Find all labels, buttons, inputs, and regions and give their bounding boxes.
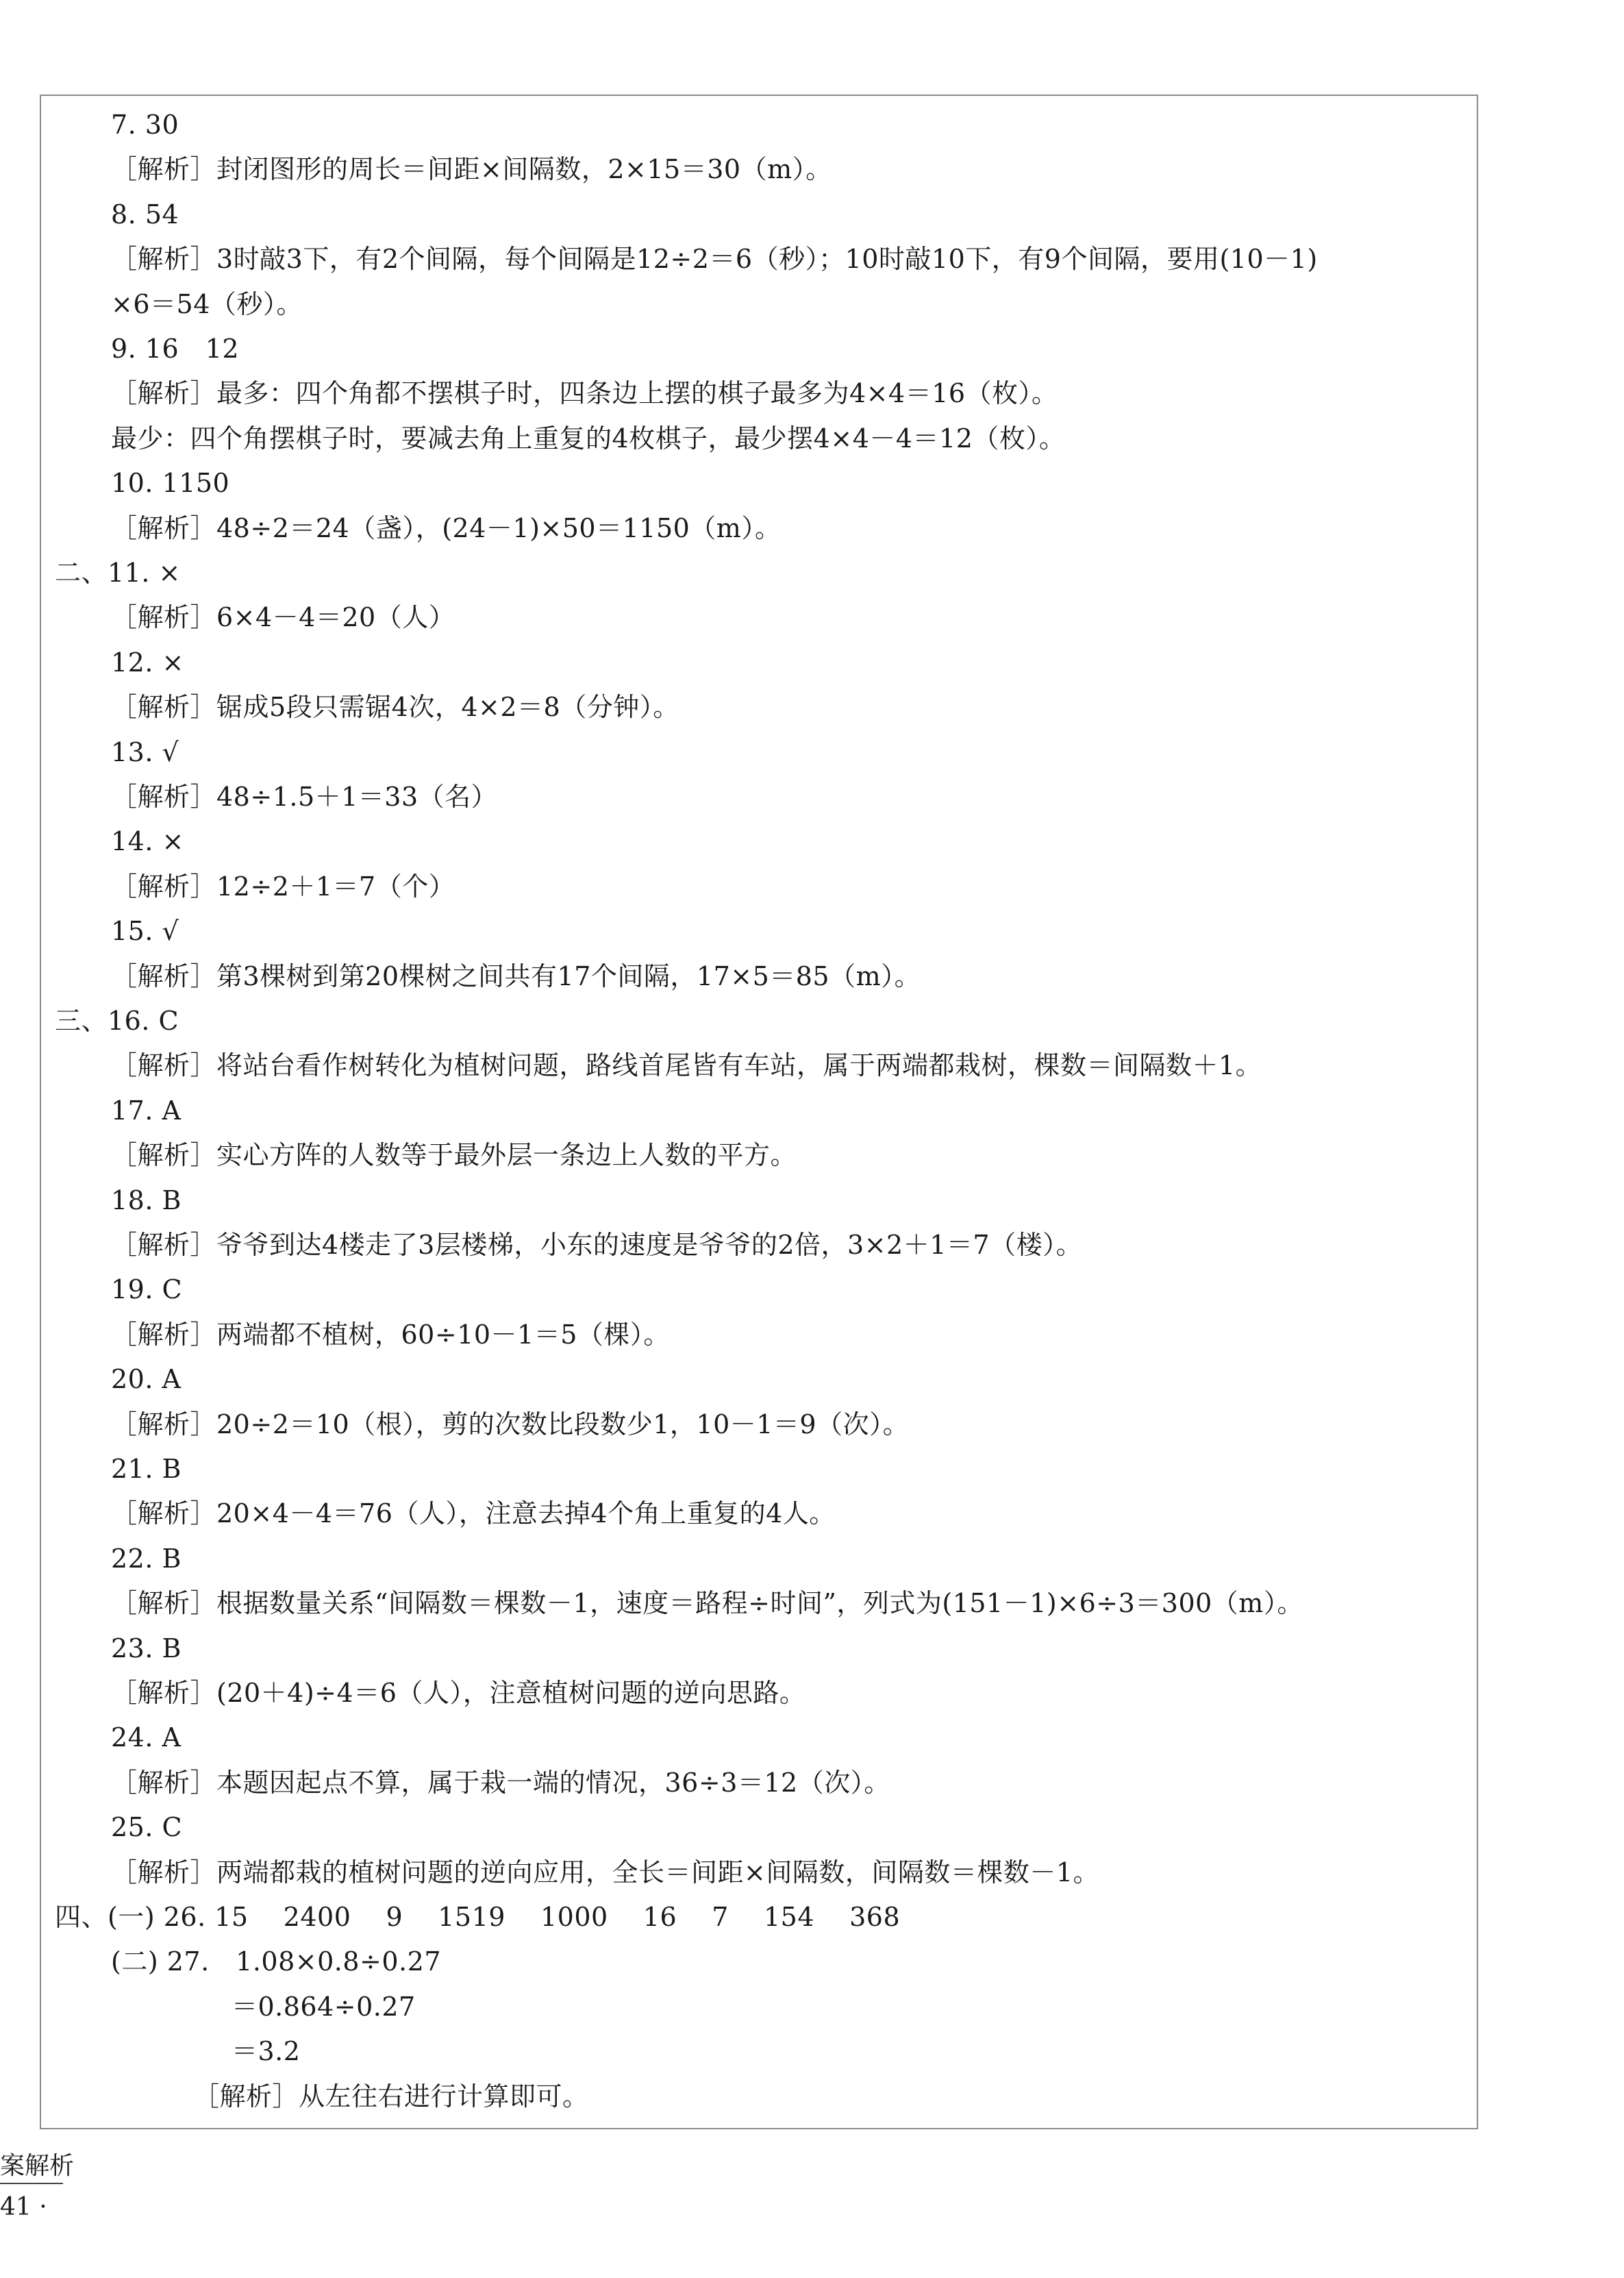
answer-line: ＝3.2: [232, 2036, 301, 2066]
answer-line: 21. B: [111, 1454, 182, 1484]
footer-label: 案解析: [0, 2152, 75, 2180]
answer-line: 最少：四个角摆棋子时，要减去角上重复的4枚棋子，最少摆4×4－4＝12（枚）。: [111, 423, 1066, 454]
answer-line: ［解析］从左往右进行计算即可。: [193, 2081, 589, 2112]
answer-line: (二) 27. 1.08×0.8÷0.27: [111, 1946, 441, 1977]
page-number: 41 ·: [0, 2193, 47, 2221]
answer-line: ［解析］第3棵树到第20棵树之间共有17个间隔，17×5＝85（m）。: [111, 961, 921, 991]
answer-line: ［解析］本题因起点不算，属于栽一端的情况，36÷3＝12（次）。: [111, 1768, 890, 1798]
answer-line: ［解析］最多：四个角都不摆棋子时，四条边上摆的棋子最多为4×4＝16（枚）。: [111, 378, 1058, 408]
answer-line: 13. √: [111, 737, 179, 767]
answer-line: 23. B: [111, 1633, 182, 1663]
answer-line: 22. B: [111, 1544, 182, 1574]
answer-line: ＝0.864÷0.27: [232, 1992, 416, 2022]
answer-line: ［解析］48÷2＝24（盏），(24－1)×50＝1150（m）。: [111, 513, 782, 543]
answer-line: ［解析］将站台看作树转化为植树问题，路线首尾皆有车站，属于两端都栽树，棵数＝间隔数＋1。: [111, 1050, 1262, 1080]
answer-line: ［解析］爷爷到达4楼走了3层楼梯，小东的速度是爷爷的2倍，3×2＋1＝7（楼）。: [111, 1230, 1083, 1260]
answer-line: ［解析］20×4－4＝76（人），注意去掉4个角上重复的4人。: [111, 1498, 836, 1528]
answer-line: 7. 30: [111, 110, 179, 140]
answer-line: 三、16. C: [55, 1006, 179, 1036]
answer-line: 四、(一) 26. 15 2400 9 1519 1000 16 7 154 368: [55, 1902, 901, 1932]
answer-line: 二、11. ×: [55, 558, 181, 588]
answer-line: 25. C: [111, 1812, 183, 1842]
footer-rule: [0, 2183, 63, 2184]
answer-line: ［解析］3时敲3下，有2个间隔，每个间隔是12÷2＝6（秒）；10时敲10下，有9个间隔，要用(10－1): [111, 244, 1318, 274]
answer-line: 24. A: [111, 1722, 182, 1753]
answer-line: ×6＝54（秒）。: [111, 289, 303, 319]
answer-line: 15. √: [111, 916, 179, 946]
answer-line: ［解析］封闭图形的周长＝间距×间隔数，2×15＝30（m）。: [111, 154, 832, 184]
answer-line: 12. ×: [111, 647, 184, 678]
answer-line: 9. 16 12: [111, 334, 240, 364]
answer-line: 8. 54: [111, 199, 179, 230]
answer-line: 17. A: [111, 1095, 182, 1126]
answer-line: 10. 1150: [111, 468, 230, 498]
answer-line: 14. ×: [111, 826, 184, 856]
answer-line: ［解析］两端都不植树，60÷10－1＝5（棵）。: [111, 1320, 670, 1350]
answer-line: 19. C: [111, 1274, 183, 1304]
answer-line: 18. B: [111, 1185, 182, 1215]
answer-line: ［解析］两端都栽的植树问题的逆向应用，全长＝间距×间隔数，间隔数＝棵数－1。: [111, 1857, 1100, 1887]
answer-line: ［解析］6×4－4＝20（人）: [111, 602, 455, 632]
answer-line: ［解析］锯成5段只需锯4次，4×2＝8（分钟）。: [111, 692, 679, 722]
answer-line: ［解析］48÷1.5＋1＝33（名）: [111, 782, 498, 812]
answer-line: ［解析］根据数量关系“间隔数＝棵数－1，速度＝路程÷时间”，列式为(151－1)×6÷3＝300（m）。: [111, 1588, 1303, 1618]
answer-line: ［解析］(20＋4)÷4＝6（人），注意植树问题的逆向思路。: [111, 1678, 806, 1708]
answer-line: ［解析］20÷2＝10（根），剪的次数比段数少1，10－1＝9（次）。: [111, 1409, 910, 1439]
answer-line: 20. A: [111, 1364, 182, 1394]
answer-line: ［解析］12÷2＋1＝7（个）: [111, 871, 455, 902]
answer-line: ［解析］实心方阵的人数等于最外层一条边上人数的平方。: [111, 1140, 797, 1170]
